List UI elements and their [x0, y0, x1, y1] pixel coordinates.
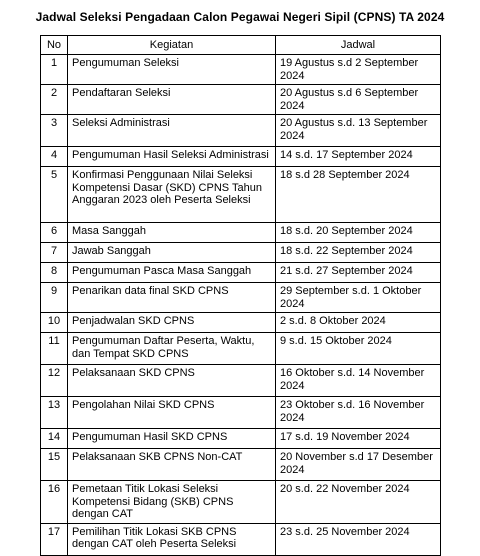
row-jadwal: 14 s.d. 17 September 2024 [276, 147, 441, 167]
table-row [41, 429, 441, 449]
row-no: 15 [41, 449, 68, 481]
row-no: 14 [41, 429, 68, 449]
row-kegiatan: Pelaksanaan SKD CPNS [68, 365, 276, 397]
row-kegiatan: Jawab Sanggah [68, 243, 276, 263]
row-jadwal: 23 s.d. 25 November 2024 [276, 523, 441, 555]
row-no: 9 [41, 283, 68, 313]
table-row [41, 85, 441, 115]
row-kegiatan: Pendaftaran Seleksi [68, 85, 276, 115]
row-jadwal: 20 Agustus s.d 6 September 2024 [276, 85, 441, 115]
row-no: 7 [41, 243, 68, 263]
row-kegiatan: Penjadwalan SKD CPNS [68, 313, 276, 333]
table-row [41, 449, 441, 481]
row-no: 8 [41, 263, 68, 283]
table-row [41, 243, 441, 263]
row-no: 11 [41, 333, 68, 365]
row-jadwal: 18 s.d. 20 September 2024 [276, 223, 441, 243]
document-title: Jadwal Seleksi Pengadaan Calon Pegawai Negeri Sipil (CPNS) TA 2024 [35, 10, 445, 24]
row-kegiatan: Pengolahan Nilai SKD CPNS [68, 397, 276, 429]
row-jadwal: 20 s.d. 22 November 2024 [276, 481, 441, 524]
header-jadwal: Jadwal [276, 36, 441, 55]
table-row [41, 313, 441, 333]
row-no: 12 [41, 365, 68, 397]
row-jadwal: 18 s.d 28 September 2024 [276, 167, 441, 223]
row-no: 6 [41, 223, 68, 243]
row-kegiatan: Pengumuman Hasil SKD CPNS [68, 429, 276, 449]
table-row [41, 397, 441, 429]
row-kegiatan: Pemilihan Titik Lokasi SKB CPNS dengan CAT oleh Peserta Seleksi [68, 523, 276, 555]
table-row [41, 365, 441, 397]
table-row [41, 333, 441, 365]
table-row [41, 523, 441, 555]
row-jadwal: 21 s.d. 27 September 2024 [276, 263, 441, 283]
row-kegiatan: Masa Sanggah [68, 223, 276, 243]
row-jadwal: 9 s.d. 15 Oktober 2024 [276, 333, 441, 365]
schedule-table [40, 35, 441, 556]
row-kegiatan: Pengumuman Pasca Masa Sanggah [68, 263, 276, 283]
row-no: 3 [41, 115, 68, 147]
row-kegiatan: Penarikan data final SKD CPNS [68, 283, 276, 313]
table-row [41, 147, 441, 167]
row-no: 13 [41, 397, 68, 429]
row-kegiatan: Seleksi Administrasi [68, 115, 276, 147]
row-jadwal: 2 s.d. 8 Oktober 2024 [276, 313, 441, 333]
table-row [41, 55, 441, 85]
row-no: 16 [41, 481, 68, 524]
row-no: 1 [41, 55, 68, 85]
row-no: 10 [41, 313, 68, 333]
row-no: 2 [41, 85, 68, 115]
table-row [41, 115, 441, 147]
row-jadwal: 20 Agustus s.d. 13 September 2024 [276, 115, 441, 147]
row-no: 4 [41, 147, 68, 167]
row-jadwal: 19 Agustus s.d 2 September 2024 [276, 55, 441, 85]
row-jadwal: 16 Oktober s.d. 14 November 2024 [276, 365, 441, 397]
header-kegiatan: Kegiatan [68, 36, 276, 55]
row-jadwal: 20 November s.d 17 Desember 2024 [276, 449, 441, 481]
row-kegiatan: Pengumuman Seleksi [68, 55, 276, 85]
row-no: 5 [41, 167, 68, 223]
table-row [41, 283, 441, 313]
table-row [41, 223, 441, 243]
header-no: No [41, 36, 68, 55]
row-kegiatan: Pengumuman Daftar Peserta, Waktu, dan Tempat SKD CPNS [68, 333, 276, 365]
row-kegiatan: Pemetaan Titik Lokasi Seleksi Kompetensi Bidang (SKB) CPNS dengan CAT [68, 481, 276, 524]
table-row [41, 167, 441, 223]
row-jadwal: 18 s.d. 22 September 2024 [276, 243, 441, 263]
row-kegiatan: Pengumuman Hasil Seleksi Administrasi [68, 147, 276, 167]
row-jadwal: 23 Oktober s.d. 16 November 2024 [276, 397, 441, 429]
table-header-row [41, 36, 441, 55]
table-row [41, 263, 441, 283]
row-kegiatan: Konfirmasi Penggunaan Nilai Seleksi Kompetensi Dasar (SKD) CPNS Tahun Anggaran 2023 oleh Peserta Seleksi [68, 167, 276, 223]
row-jadwal: 29 September s.d. 1 Oktober 2024 [276, 283, 441, 313]
row-kegiatan: Pelaksanaan SKB CPNS Non-CAT [68, 449, 276, 481]
row-no: 17 [41, 523, 68, 555]
row-jadwal: 17 s.d. 19 November 2024 [276, 429, 441, 449]
